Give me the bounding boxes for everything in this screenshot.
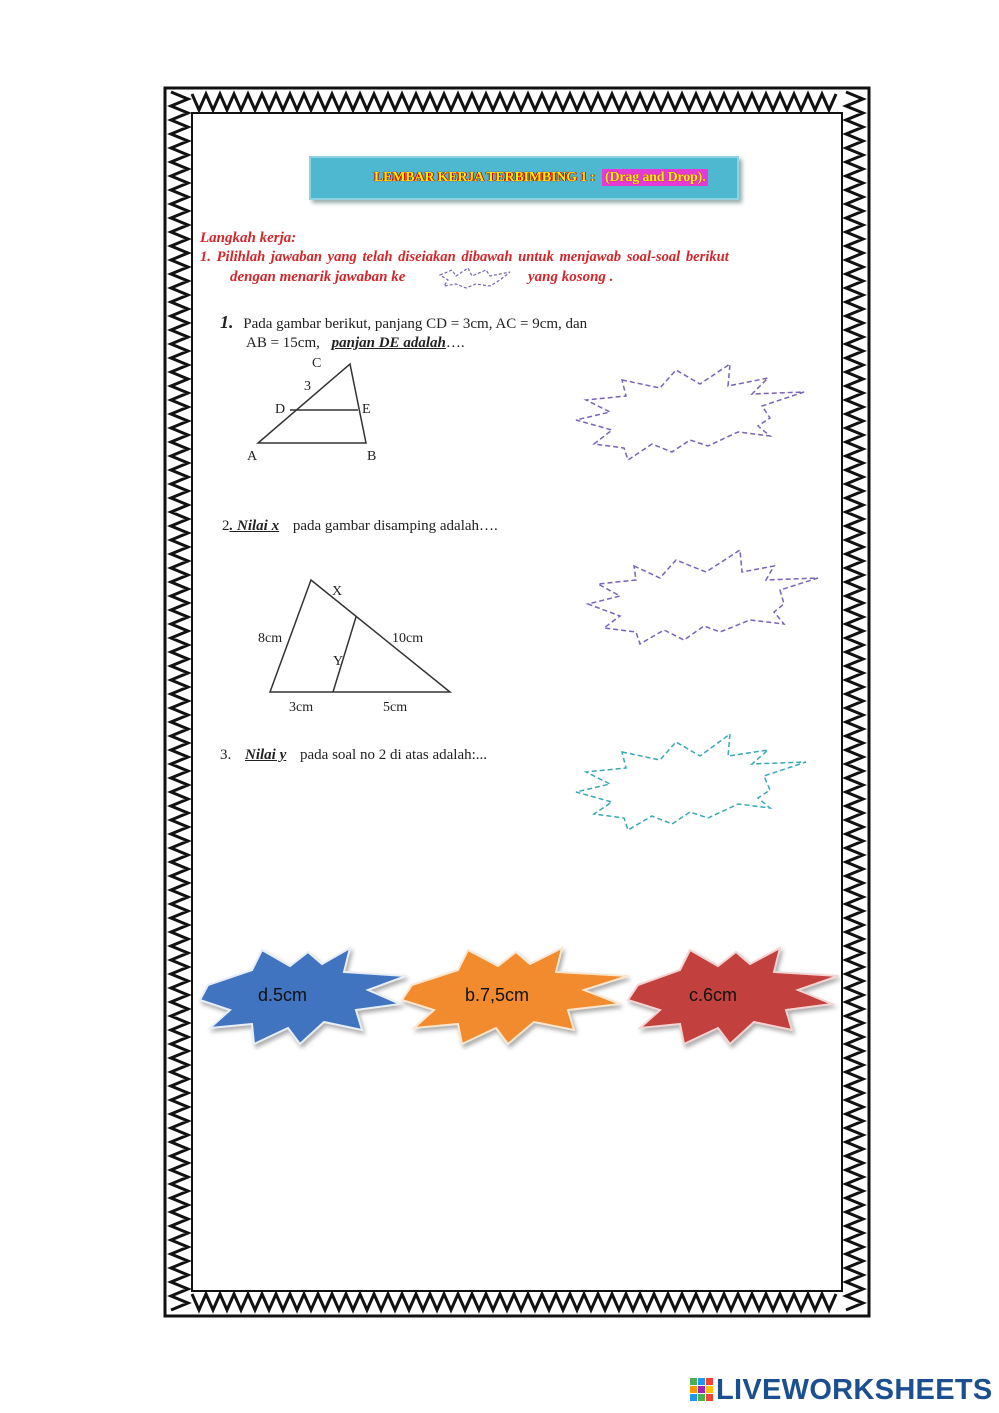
instructions-heading: Langkah kerja: [200, 230, 297, 246]
question-1-number: 1. [220, 312, 234, 332]
instructions-line1: 1. Pilihlah jawaban yang telah diseiakan dibawah untuk menjawab soal-soal berikut [200, 249, 729, 265]
question-1-text: Pada gambar berikut, panjang CD = 3cm, AC = 9cm, dan [243, 316, 588, 332]
label-a: A [247, 449, 258, 464]
instructions-line2b: yang kosong . [528, 269, 614, 285]
answer-b-label[interactable]: b.7,5cm [465, 985, 530, 1005]
answer-d-label[interactable]: d.5cm [258, 985, 308, 1005]
instructions-line2a: dengan menarik jawaban ke [230, 269, 406, 285]
label-x: X [332, 584, 343, 599]
label-c: C [312, 356, 322, 371]
question-1-text-c: panjan DE adalah [331, 335, 446, 351]
label-10cm: 10cm [392, 631, 424, 646]
label-5cm: 5cm [383, 700, 408, 715]
label-y: Y [333, 654, 344, 669]
drag-drop-label: (Drag and Drop). [602, 169, 708, 186]
answer-c-label[interactable]: c.6cm [689, 985, 738, 1005]
question-2-nilai-x: . Nilai x [229, 518, 280, 534]
question-2-text: pada gambar disamping adalah…. [292, 518, 498, 534]
question-2-number: 2 [222, 518, 230, 534]
question-1-ellipsis: …. [445, 335, 465, 351]
brand-name: LIVEWORKSHEETS [716, 1374, 993, 1406]
label-8cm: 8cm [258, 631, 283, 646]
label-b: B [367, 449, 377, 464]
label-3cm: 3cm [289, 700, 314, 715]
title-text: LEMBAR KERJA TERBIMBING 1 : [374, 170, 595, 185]
question-3-number: 3. [220, 747, 232, 763]
question-3-nilai-y: Nilai y [245, 747, 287, 763]
label-e: E [362, 402, 371, 417]
label-d: D [275, 402, 286, 417]
label-3: 3 [304, 379, 311, 394]
question-3-text: pada soal no 2 di atas adalah:... [300, 747, 488, 763]
question-1-text-b: AB = 15cm, [246, 335, 320, 351]
